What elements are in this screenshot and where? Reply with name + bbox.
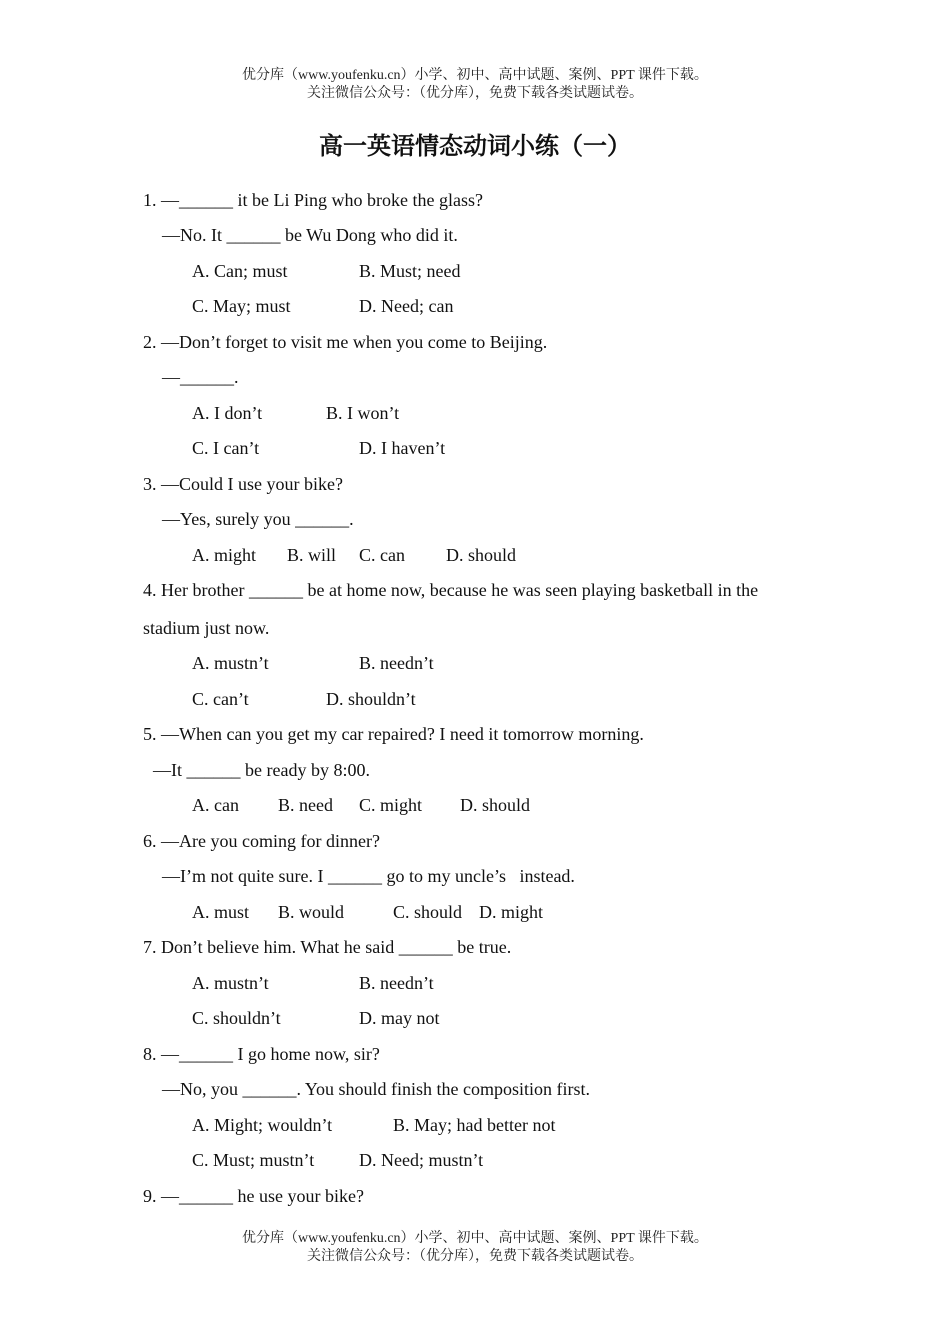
option-d: D. may not bbox=[359, 1008, 440, 1028]
option-c: C. shouldn’t bbox=[192, 1008, 281, 1028]
question-reply: —Yes, surely you ______. bbox=[162, 509, 354, 529]
option-c: C. can bbox=[359, 545, 405, 565]
option-d: D. Need; mustn’t bbox=[359, 1150, 484, 1170]
option-a: A. might bbox=[192, 545, 257, 565]
option-b: B. needn’t bbox=[359, 973, 434, 993]
option-d: D. should bbox=[446, 545, 517, 565]
question-text: 2. —Don’t forget to visit me when you come to Beijing. bbox=[143, 332, 548, 352]
option-d: D. Need; can bbox=[359, 296, 454, 316]
option-a: A. can bbox=[192, 795, 239, 815]
option-a: A. Can; must bbox=[192, 261, 288, 281]
option-b: B. May; had better not bbox=[393, 1115, 556, 1135]
question-text: 3. —Could I use your bike? bbox=[143, 474, 343, 494]
question-reply: —______. bbox=[162, 367, 239, 387]
option-c: C. Must; mustn’t bbox=[192, 1150, 315, 1170]
question-text: 6. —Are you coming for dinner? bbox=[143, 831, 380, 851]
question-text: 5. —When can you get my car repaired? I need it tomorrow morning. bbox=[143, 724, 644, 744]
option-d: D. I haven’t bbox=[359, 438, 446, 458]
question-reply: —I’m not quite sure. I ______ go to my uncle’s instead. bbox=[162, 866, 575, 886]
footer-line-2: 关注微信公众号：（优分库），免费下载各类试题试卷。 bbox=[307, 1249, 643, 1264]
option-a: A. mustn’t bbox=[192, 973, 269, 993]
option-a: A. I don’t bbox=[192, 403, 263, 423]
option-b: B. will bbox=[287, 545, 337, 565]
question-text: 1. —______ it be Li Ping who broke the glass? bbox=[143, 190, 483, 210]
option-d: D. shouldn’t bbox=[326, 689, 416, 709]
question-reply: —It ______ be ready by 8:00. bbox=[153, 760, 370, 780]
footer-line-1: 优分库（www.youfenku.cn）小学、初中、高中试题、案例、PPT 课件下载。 bbox=[242, 1231, 708, 1246]
option-b: B. would bbox=[278, 902, 345, 922]
option-a: A. Might; wouldn’t bbox=[192, 1115, 333, 1135]
option-b: B. needn’t bbox=[359, 653, 434, 673]
option-a: A. mustn’t bbox=[192, 653, 269, 673]
header-line-1: 优分库（www.youfenku.cn）小学、初中、高中试题、案例、PPT 课件下载。 bbox=[242, 68, 708, 83]
question-text-continued: stadium just now. bbox=[143, 618, 270, 638]
option-c: C. can’t bbox=[192, 689, 249, 709]
option-a: A. must bbox=[192, 902, 250, 922]
option-b: B. need bbox=[278, 795, 333, 815]
header-line-2: 关注微信公众号：（优分库），免费下载各类试题试卷。 bbox=[307, 86, 643, 101]
option-c: C. should bbox=[393, 902, 463, 922]
option-c: C. might bbox=[359, 795, 423, 815]
question-reply: —No, you ______. You should finish the composition first. bbox=[162, 1079, 591, 1099]
question-text: 9. —______ he use your bike? bbox=[143, 1186, 364, 1206]
option-d: D. might bbox=[479, 902, 544, 922]
option-c: C. May; must bbox=[192, 296, 291, 316]
page-title: 高一英语情态动词小练（一） bbox=[319, 134, 631, 160]
option-b: B. I won’t bbox=[326, 403, 400, 423]
question-reply: —No. It ______ be Wu Dong who did it. bbox=[162, 225, 458, 245]
option-b: B. Must; need bbox=[359, 261, 461, 281]
option-c: C. I can’t bbox=[192, 438, 260, 458]
question-text: 7. Don’t believe him. What he said ______ be true. bbox=[143, 937, 512, 957]
question-text: 4. Her brother ______ be at home now, because he was seen playing basketball in the bbox=[143, 580, 759, 600]
option-d: D. should bbox=[460, 795, 531, 815]
question-text: 8. —______ I go home now, sir? bbox=[143, 1044, 380, 1064]
